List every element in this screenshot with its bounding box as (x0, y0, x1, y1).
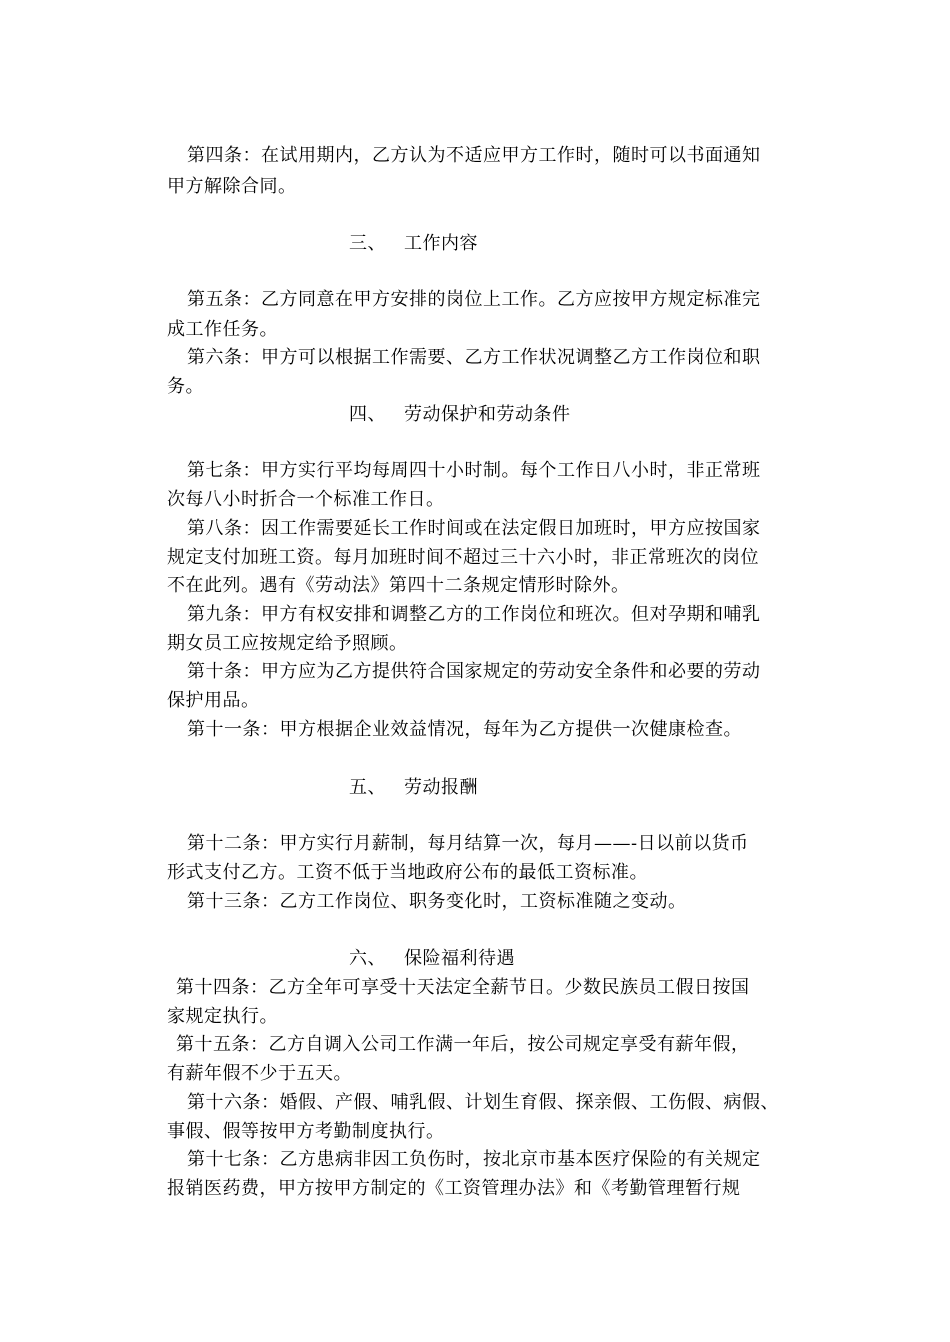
text-line: 第十六条：婚假、产假、哺乳假、计划生育假、探亲假、工伤假、病假、 (187, 1092, 779, 1113)
text-line: 第五条：乙方同意在甲方安排的岗位上工作。乙方应按甲方规定标准完 (187, 289, 761, 310)
text-line: 规定支付加班工资。每月加班时间不超过三十六小时，非正常班次的岗位 (167, 547, 759, 568)
section-number: 五、 (349, 777, 386, 798)
section-title: 工作内容 (404, 233, 478, 254)
section-number: 三、 (349, 233, 386, 254)
text-line: 务。 (167, 376, 204, 397)
text-line: 第七条：甲方实行平均每周四十小时制。每个工作日八小时，非正常班 (187, 460, 761, 481)
text-line: 形式支付乙方。工资不低于当地政府公布的最低工资标准。 (167, 862, 648, 883)
text-line: 第十条：甲方应为乙方提供符合国家规定的劳动安全条件和必要的劳动 (187, 661, 761, 682)
section-heading-5 (349, 776, 478, 800)
text-line: 成工作任务。 (167, 319, 278, 340)
text-line: 第十四条：乙方全年可享受十天法定全薪节日。少数民族员工假日按国 (176, 977, 750, 998)
text-line: 第四条：在试用期内，乙方认为不适应甲方工作时，随时可以书面通知 (187, 145, 761, 166)
text-line: 事假、假等按甲方考勤制度执行。 (167, 1121, 445, 1142)
section-heading-4 (349, 403, 571, 427)
section-number: 四、 (349, 404, 386, 425)
text-line: 家规定执行。 (167, 1006, 278, 1027)
text-line: 第八条：因工作需要延长工作时间或在法定假日加班时，甲方应按国家 (187, 518, 761, 539)
text-line: 第十三条：乙方工作岗位、职务变化时，工资标准随之变动。 (187, 891, 687, 912)
text-line: 第十五条：乙方自调入公司工作满一年后，按公司规定享受有薪年假， (176, 1034, 750, 1055)
text-line: 第六条：甲方可以根据工作需要、乙方工作状况调整乙方工作岗位和职 (187, 347, 761, 368)
text-line: 有薪年假不少于五天。 (167, 1063, 352, 1084)
section-title: 劳动保护和劳动条件 (404, 404, 571, 425)
text-line: 次每八小时折合一个标准工作日。 (167, 489, 445, 510)
text-line: 保护用品。 (167, 690, 260, 711)
section-number: 六、 (349, 948, 386, 969)
text-line: 不在此列。遇有《劳动法》第四十二条规定情形时除外。 (167, 575, 630, 596)
text-line: 报销医药费，甲方按甲方制定的《工资管理办法》和《考勤管理暂行规 (167, 1178, 741, 1199)
text-line: 第九条：甲方有权安排和调整乙方的工作岗位和班次。但对孕期和哺乳 (187, 604, 761, 625)
text-line: 第十七条：乙方患病非因工负伤时，按北京市基本医疗保险的有关规定 (187, 1149, 761, 1170)
text-line: 第十一条：甲方根据企业效益情况，每年为乙方提供一次健康检查。 (187, 719, 742, 740)
section-heading-3 (349, 232, 478, 256)
text-line: 甲方解除合同。 (167, 176, 297, 197)
section-title: 劳动报酬 (404, 777, 478, 798)
text-line: 第十二条：甲方实行月薪制，每月结算一次，每月——-日以前以货币 (187, 833, 749, 854)
section-title: 保险福利待遇 (404, 948, 515, 969)
text-line: 期女员工应按规定给予照顾。 (167, 633, 408, 654)
section-heading-6 (349, 947, 515, 971)
